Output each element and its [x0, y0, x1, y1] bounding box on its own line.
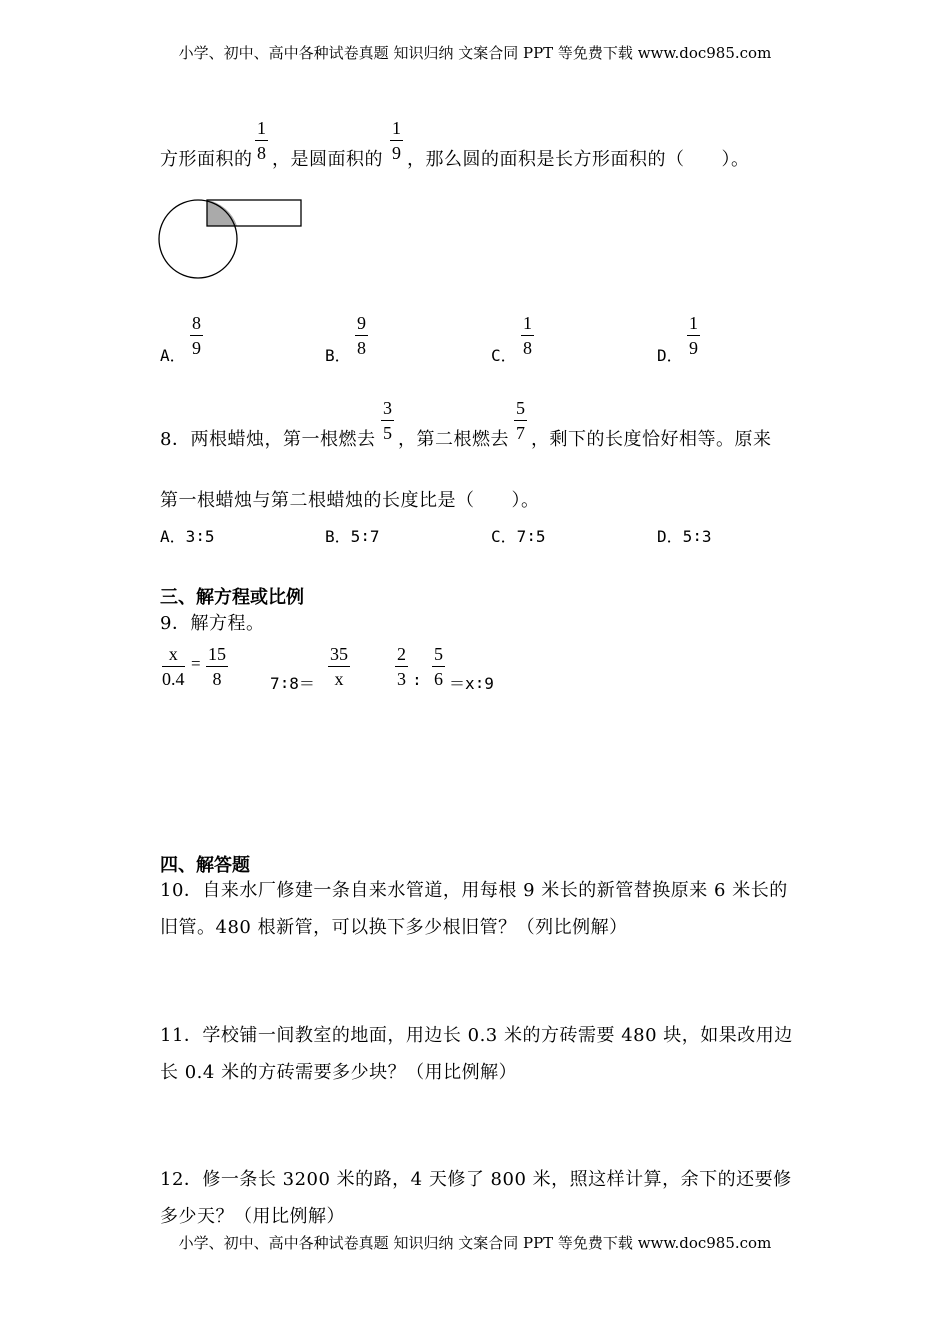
eq3-suffix: ＝x∶9 — [449, 674, 494, 693]
eq2-prefix: 7∶8＝ — [270, 674, 315, 693]
q7-text-a: 方形面积的 — [160, 149, 253, 170]
q7-option-c-fraction — [521, 314, 534, 357]
q7-option-b-fraction — [355, 314, 368, 357]
eq2-numerator: 35 — [330, 644, 348, 664]
eq3-first-denominator: 3 — [397, 669, 406, 689]
q7-option-a-fraction — [190, 314, 203, 357]
q7-fraction-b — [390, 119, 403, 162]
q7-option-b-numerator: 9 — [357, 313, 366, 333]
q8-fraction-b-numerator: 5 — [516, 398, 525, 418]
q8-text-a: 8．两根蜡烛，第一根燃去 — [160, 429, 376, 450]
q7-fraction-a — [255, 119, 268, 162]
q8-text-c: ，剩下的长度恰好相等。原来 — [531, 429, 772, 450]
q7-fraction-b-denominator: 9 — [392, 143, 401, 163]
q8-fraction-b — [514, 399, 527, 442]
circle-rectangle-figure — [155, 195, 305, 285]
section4-heading: 四、解答题 — [160, 855, 250, 876]
q11-line2: 长 0.4 米的方砖需要多少块？（用比例解） — [160, 1062, 518, 1083]
eq3-second-denominator: 6 — [434, 669, 443, 689]
eq1-left-fraction — [162, 645, 185, 688]
section3-heading: 三、解方程或比例 — [160, 587, 304, 608]
eq1-right-denominator: 8 — [212, 669, 222, 689]
q7-option-b-denominator: 8 — [357, 338, 366, 358]
q8-line2: 第一根蜡烛与第二根蜡烛的长度比是（ ）。 — [160, 490, 540, 511]
q7-text-c: ，那么圆的面积是长方形面积的（ ）。 — [407, 149, 750, 170]
q7-option-d-denominator: 9 — [689, 338, 698, 358]
q7-option-c-numerator: 1 — [523, 313, 532, 333]
footer-banner: 小学、初中、高中各种试卷真题 知识归纳 文案合同 PPT 等免费下载 www.doc985.com — [178, 1234, 772, 1252]
header-banner: 小学、初中、高中各种试卷真题 知识归纳 文案合同 PPT 等免费下载 www.doc985.com — [178, 44, 772, 62]
eq2-fraction — [328, 645, 350, 688]
q8-option-c: C．7∶5 — [491, 527, 546, 546]
q7-option-d-label: D． — [657, 346, 683, 365]
q8-option-a: A．3∶5 — [160, 527, 215, 546]
q7-fraction-b-numerator: 1 — [392, 118, 401, 138]
q12-line2: 多少天？（用比例解） — [160, 1206, 345, 1227]
q8-fraction-a — [381, 399, 394, 442]
q10-line1: 10．自来水厂修建一条自来水管道，用每根 9 米长的新管替换原来 6 米长的 — [160, 880, 788, 901]
q7-option-b-label: B． — [325, 346, 351, 365]
eq1-equals: = — [191, 654, 201, 673]
q8-fraction-b-denominator: 7 — [516, 423, 525, 443]
q8-fraction-a-numerator: 3 — [383, 398, 392, 418]
q7-option-c-denominator: 8 — [523, 338, 532, 358]
eq3-second-fraction — [432, 645, 445, 688]
eq3-first-numerator: 2 — [397, 644, 406, 664]
q7-option-a-label: A． — [160, 346, 186, 365]
q7-option-c-label: C． — [491, 346, 517, 365]
circle-shape — [159, 200, 237, 278]
q12-line1: 12．修一条长 3200 米的路，4 天修了 800 米，照这样计算，余下的还要修 — [160, 1169, 792, 1190]
q8-text-b: ，第二根燃去 — [398, 429, 509, 450]
eq1-left-numerator: x — [168, 644, 178, 664]
q7-option-d-numerator: 1 — [689, 313, 698, 333]
q7-fraction-a-numerator: 1 — [257, 118, 266, 138]
q7-text-b: ，是圆面积的 — [272, 149, 383, 170]
q8-fraction-a-denominator: 5 — [383, 423, 392, 443]
q10-line2: 旧管。480 根新管，可以换下多少根旧管？（列比例解） — [160, 917, 628, 938]
eq1-right-numerator: 15 — [208, 644, 226, 664]
eq1-right-fraction — [206, 645, 228, 688]
eq2-denominator: x — [334, 669, 344, 689]
eq3-colon: ∶ — [412, 671, 422, 690]
q9-title: 9．解方程。 — [160, 613, 265, 634]
q7-option-d-fraction — [687, 314, 700, 357]
eq3-first-fraction — [395, 645, 408, 688]
q7-fraction-a-denominator: 8 — [257, 143, 266, 163]
q8-option-b: B．5∶7 — [325, 527, 380, 546]
q11-line1: 11．学校铺一间教室的地面，用边长 0.3 米的方砖需要 480 块，如果改用边 — [160, 1025, 793, 1046]
q8-option-d: D．5∶3 — [657, 527, 712, 546]
q7-option-a-numerator: 8 — [192, 313, 201, 333]
eq1-left-denominator: 0.4 — [162, 669, 185, 689]
q7-option-a-denominator: 9 — [192, 338, 201, 358]
eq3-second-numerator: 5 — [434, 644, 443, 664]
